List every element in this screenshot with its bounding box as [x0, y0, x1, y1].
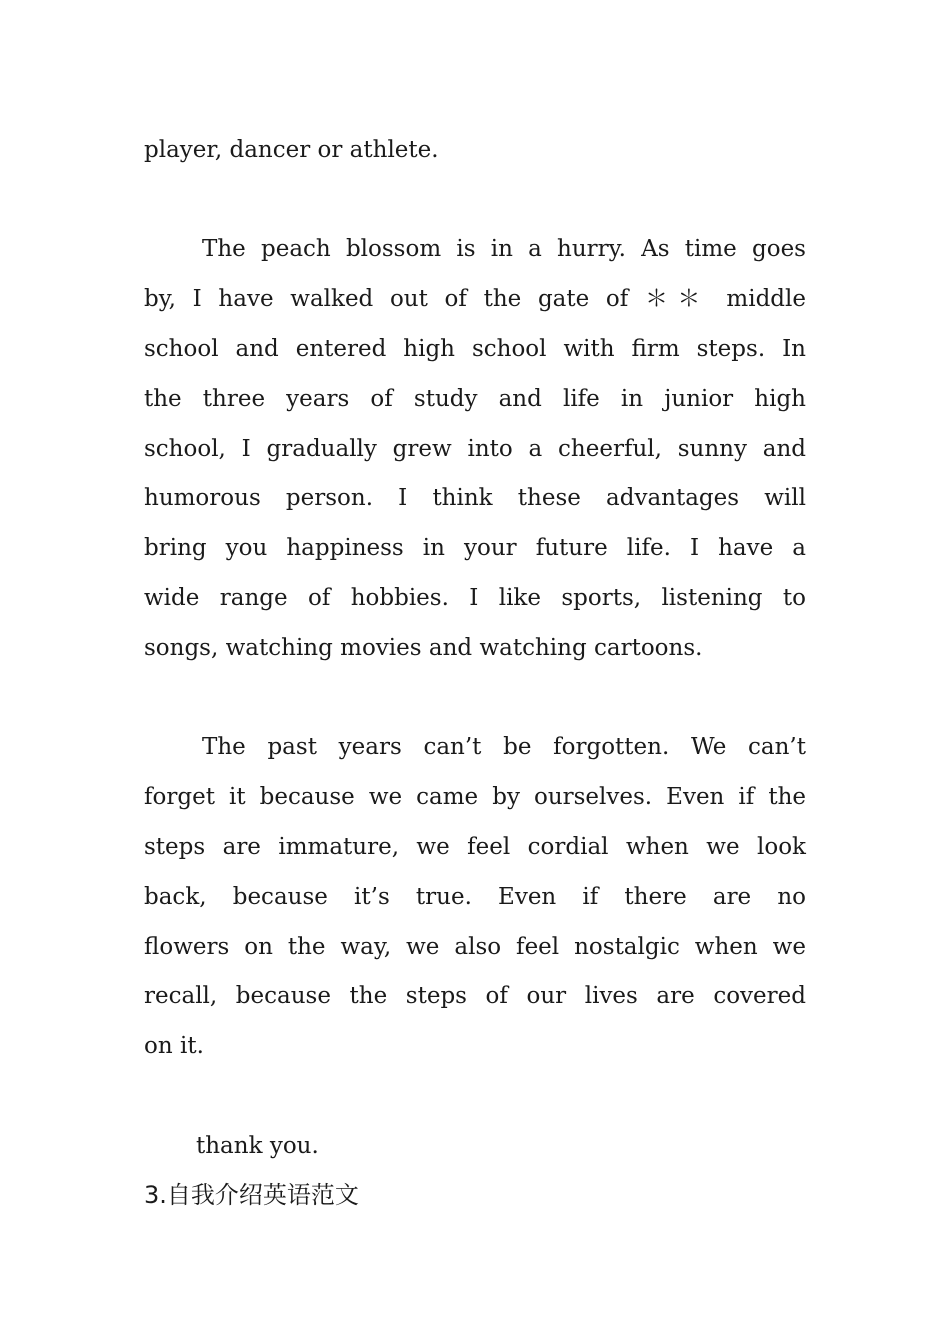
- paragraph-line: songs, watching movies and watching cartoons.: [144, 635, 703, 661]
- paragraph-line: back, because it’s true. Even if there are no: [144, 884, 806, 910]
- paragraph-line: The peach blossom is in a hurry. As time goes: [202, 236, 806, 262]
- section-heading: 3.自我介绍英语范文: [144, 1181, 359, 1209]
- paragraph-line: by, I have walked out of the gate of ＊＊ middle: [144, 286, 806, 312]
- paragraph-line: school and entered high school with firm steps. In: [144, 336, 806, 362]
- paragraph-line: on it.: [144, 1033, 204, 1059]
- paragraph-line: forget it because we came by ourselves. Even if the: [144, 784, 806, 810]
- paragraph-line: the three years of study and life in junior high: [144, 386, 806, 412]
- intro-line: player, dancer or athlete.: [144, 137, 439, 163]
- paragraph-line: The past years can’t be forgotten. We can’t: [202, 734, 806, 760]
- paragraph-line: recall, because the steps of our lives are covered: [144, 983, 806, 1009]
- paragraph-line: school, I gradually grew into a cheerful, sunny and: [144, 436, 806, 462]
- paragraph-line: bring you happiness in your future life. I have a: [144, 535, 806, 561]
- closing-line: thank you.: [196, 1133, 319, 1159]
- paragraph-line: humorous person. I think these advantages will: [144, 485, 806, 511]
- paragraph-line: flowers on the way, we also feel nostalgic when we: [144, 934, 806, 960]
- paragraph-line: wide range of hobbies. I like sports, listening to: [144, 585, 806, 611]
- paragraph-line: steps are immature, we feel cordial when we look: [144, 834, 806, 860]
